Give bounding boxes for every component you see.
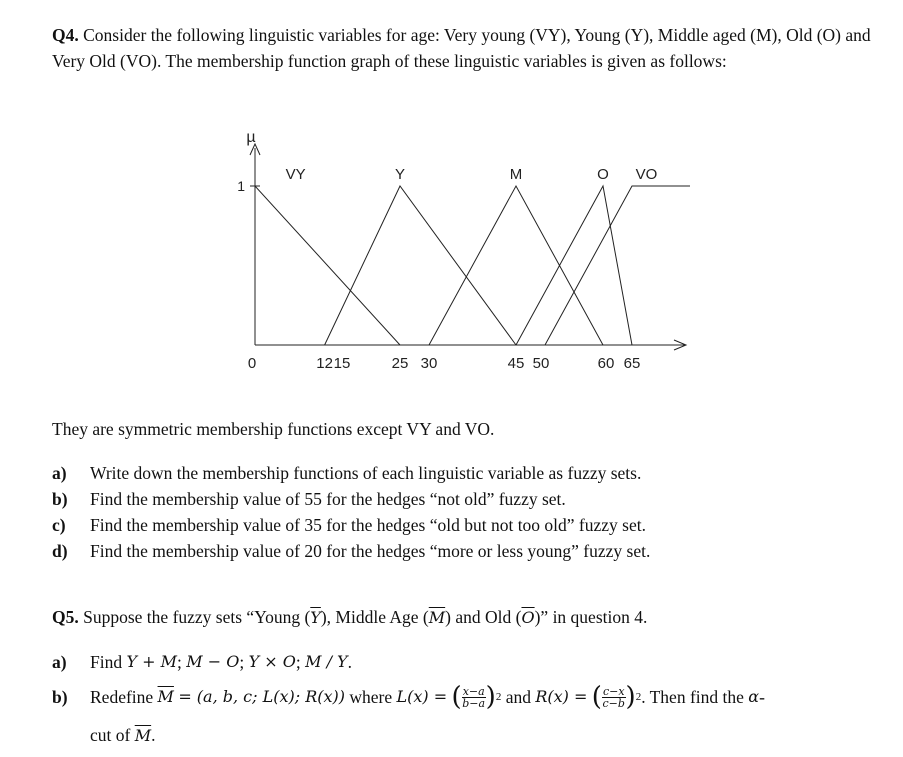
q4-item-a: a) Write down the membership functions of each linguistic variable as fuzzy sets. <box>52 463 642 483</box>
q5-expr-2: M − O <box>186 652 240 671</box>
q4-note: They are symmetric membership functions except VY and VO. <box>52 419 495 439</box>
q5-expr-4: M / Y <box>305 652 348 671</box>
q5-expr-1: Y + M <box>126 652 178 671</box>
series-y <box>325 186 516 345</box>
membership-chart <box>215 128 690 383</box>
y-axis-label: µ <box>246 129 256 146</box>
q5-intro: Q5. Suppose the fuzzy sets “Young $(\overline{Y})$, Middle Age $(\overline{M})$ and Old $(\overline{O})$” in question 4. <box>52 607 648 627</box>
series-vy <box>255 186 400 345</box>
q4-items <box>52 460 650 564</box>
q5-expr-3: Y × O <box>248 652 296 671</box>
x-origin-label: 0 <box>247 355 257 372</box>
series-label-y: Y <box>394 166 406 183</box>
x-tick-label: 60 <box>597 355 615 372</box>
x-tick-label: 25 <box>391 355 409 372</box>
q4-item-d: d) Find the membership value of 20 for the hedges “more or less young” fuzzy set. <box>52 541 651 561</box>
q4-intro-text: Consider the following linguistic variables for age: Very young (VY), Young (Y), Middle aged (M), Old (O) and Very Old (VO). The membership function graph of these linguistic variables is given as follows: <box>52 25 871 71</box>
x-tick-label: 12 <box>316 355 333 372</box>
q5-item-b-cont: cut of $\overline{M}$. <box>90 725 156 745</box>
q4-item-b: b) Find the membership value of 55 for the hedges “not old” fuzzy set. <box>52 489 566 509</box>
x-tick-label: 65 <box>623 355 641 372</box>
series-m <box>429 186 603 345</box>
q4-item-c: c) Find the membership value of 35 for the hedges “old but not too old” fuzzy set. <box>52 515 646 535</box>
series-o <box>516 186 632 345</box>
series-label-vo: VO <box>635 166 658 183</box>
x-tick-label: 45 <box>507 355 525 372</box>
q4-number: Q4. <box>52 25 79 45</box>
x-tick-label: 15 <box>333 355 351 372</box>
q5-item-a: a) Find Y + M ; M − O ; Y × O ; M / Y . <box>52 649 352 675</box>
series-label-o: O <box>597 166 609 183</box>
q4-intro <box>52 22 888 74</box>
series-label-m: M <box>509 166 523 183</box>
y-tick-label: 1 <box>237 178 245 194</box>
q5-item-b: b) Redefine $\overline{M}$ = (a, b, c; L(x); R(x)) where L(x) = ( $\frac{x-a}{b-a}$ ) 2 and R(x) = ( $\frac{c-x}{c-b}$ ) 2 . Then find the α - <box>52 682 765 712</box>
series-label-vy: VY <box>285 166 306 183</box>
x-tick-label: 30 <box>420 355 438 372</box>
x-tick-label: 50 <box>532 355 550 372</box>
